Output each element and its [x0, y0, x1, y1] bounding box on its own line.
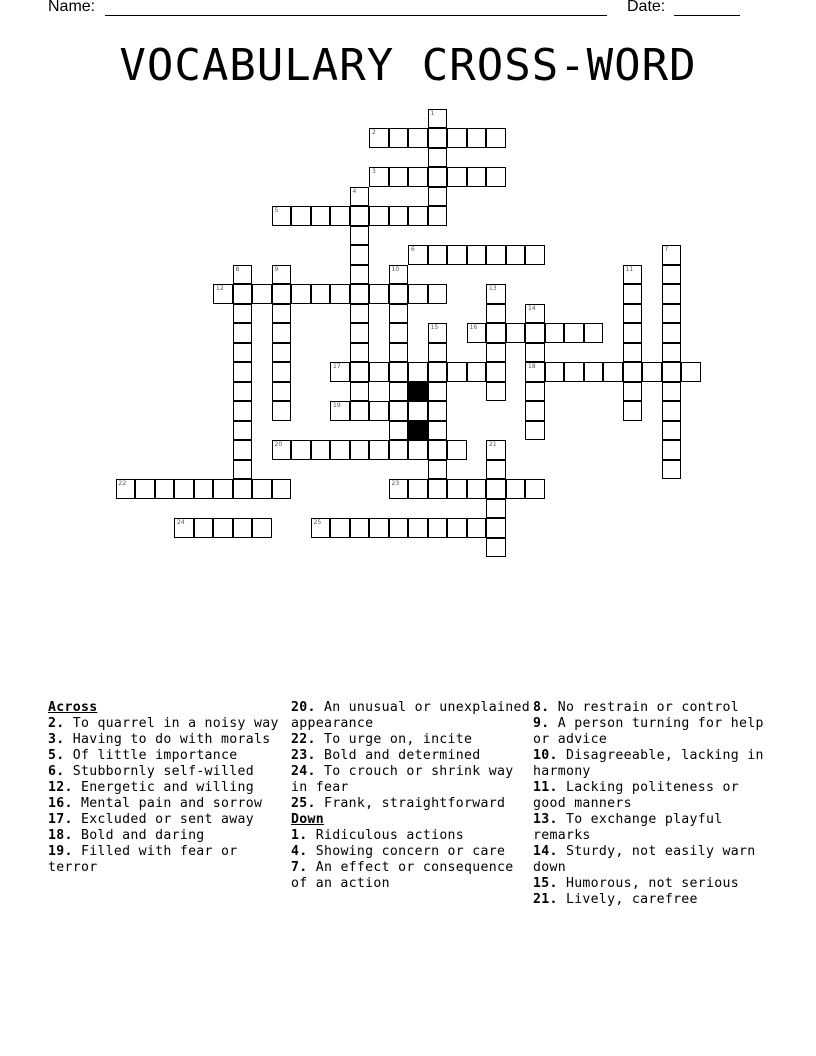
grid-cell[interactable] [662, 362, 682, 382]
clue [291, 732, 531, 748]
clue-number-label: 22. [291, 732, 316, 747]
grid-cell[interactable] [662, 382, 682, 402]
grid-cell[interactable] [174, 479, 194, 499]
grid-cell[interactable] [330, 440, 350, 460]
grid-cell[interactable] [272, 479, 292, 499]
clue-number-label: 3. [48, 732, 65, 747]
clue-text: An unusual or unexplained appearance [291, 700, 530, 731]
grid-cell[interactable] [350, 382, 370, 402]
clue-number: 20 [274, 441, 283, 448]
grid-cell[interactable] [486, 323, 506, 343]
grid-cell[interactable] [428, 245, 448, 265]
grid-cell[interactable] [408, 362, 428, 382]
grid-cell[interactable] [525, 245, 545, 265]
grid-cell[interactable] [233, 401, 253, 421]
grid-cell[interactable] [545, 323, 565, 343]
grid-cell[interactable] [428, 206, 448, 226]
grid-cell[interactable] [389, 284, 409, 304]
grid-cell[interactable] [428, 284, 448, 304]
grid-cell[interactable] [447, 518, 467, 538]
grid-cell[interactable] [272, 265, 292, 285]
grid-cell[interactable] [428, 479, 448, 499]
grid-cell[interactable] [389, 128, 409, 148]
clue-number-label: 19. [48, 844, 73, 859]
clue-number-label: 13. [533, 812, 558, 827]
clue-number-label: 4. [291, 844, 308, 859]
grid-cell[interactable] [428, 518, 448, 538]
grid-cell[interactable] [486, 284, 506, 304]
clue-number-label: 18. [48, 828, 73, 843]
clue-text: To crouch or shrink way in fear [291, 764, 514, 795]
grid-cell[interactable] [233, 440, 253, 460]
grid-cell[interactable] [350, 343, 370, 363]
grid-cell[interactable] [447, 167, 467, 187]
clue-number: 16 [469, 324, 478, 331]
grid-cell[interactable] [213, 479, 233, 499]
grid-cell[interactable] [662, 284, 682, 304]
grid-cell[interactable] [252, 518, 272, 538]
clue [533, 716, 773, 748]
grid-cell[interactable] [330, 362, 350, 382]
clue-text: To urge on, incite [315, 732, 473, 747]
grid-cell[interactable] [662, 265, 682, 285]
grid-cell[interactable] [428, 323, 448, 343]
grid-cell[interactable] [233, 284, 253, 304]
grid-cell[interactable] [525, 362, 545, 382]
clue-number: 24 [177, 519, 185, 526]
grid-cell[interactable] [408, 518, 428, 538]
grid-cell[interactable] [272, 206, 292, 226]
grid-cell[interactable] [467, 518, 487, 538]
clue-text: Bold and daring [72, 828, 205, 843]
clue-number: 22 [118, 480, 127, 487]
grid-cell[interactable] [408, 167, 428, 187]
grid-cell[interactable] [408, 440, 428, 460]
clue [48, 844, 288, 876]
grid-cell[interactable] [272, 323, 292, 343]
grid-cell[interactable] [486, 362, 506, 382]
clue-text: Bold and determined [315, 748, 481, 763]
grid-cell[interactable] [233, 343, 253, 363]
grid-cell[interactable] [311, 206, 331, 226]
grid-cell[interactable] [272, 284, 292, 304]
clue-text: Excluded or sent away [72, 812, 254, 827]
clue-text: Humorous, not serious [557, 876, 739, 891]
clue-text: Disagreeable, lacking in harmony [533, 748, 764, 779]
clue-number-label: 21. [533, 892, 558, 907]
clue [291, 764, 531, 796]
clue-number-label: 9. [533, 716, 550, 731]
grid-cell[interactable] [486, 245, 506, 265]
clue [48, 828, 288, 844]
grid-cell[interactable] [350, 323, 370, 343]
clue-number: 17 [333, 363, 341, 370]
clue [533, 812, 773, 844]
grid-cell[interactable] [311, 284, 331, 304]
grid-cell[interactable] [389, 323, 409, 343]
grid-cell[interactable] [116, 479, 136, 499]
black-square [408, 382, 428, 402]
grid-cell[interactable] [525, 382, 545, 402]
clue-text: To exchange playful remarks [533, 812, 723, 843]
grid-cell[interactable] [623, 284, 643, 304]
grid-cell[interactable] [389, 343, 409, 363]
grid-cell[interactable] [467, 362, 487, 382]
clue-number: 14 [528, 304, 536, 312]
grid-cell[interactable] [408, 128, 428, 148]
grid-cell[interactable] [486, 518, 506, 538]
clue-number: 23 [391, 480, 400, 487]
grid-cell[interactable] [389, 362, 409, 382]
clue-number-label: 11. [533, 780, 558, 795]
grid-cell[interactable] [623, 304, 643, 324]
name-label: Name: [48, 0, 96, 15]
grid-cell[interactable] [506, 323, 526, 343]
grid-cell[interactable] [408, 479, 428, 499]
grid-cell[interactable] [428, 343, 448, 363]
grid-cell[interactable] [662, 401, 682, 421]
grid-cell[interactable] [428, 421, 448, 441]
grid-cell[interactable] [233, 421, 253, 441]
grid-cell[interactable] [623, 323, 643, 343]
clue-text: Frank, straightforward [315, 796, 506, 811]
clue-number: 3 [372, 168, 376, 175]
grid-cell[interactable] [291, 206, 311, 226]
clue [291, 828, 531, 844]
clue-number-label: 12. [48, 780, 73, 795]
grid-cell[interactable] [389, 304, 409, 324]
grid-cell[interactable] [525, 401, 545, 421]
grid-cell[interactable] [369, 518, 389, 538]
clue-number: 11 [625, 265, 634, 273]
grid-cell[interactable] [525, 421, 545, 441]
clue [291, 748, 531, 764]
clue [48, 812, 288, 828]
page-title: VOCABULARY CROSS-WORD [119, 40, 697, 91]
clue [48, 748, 288, 764]
clue-number: 15 [430, 324, 439, 331]
grid-cell[interactable] [662, 245, 682, 265]
clues-column-2 [291, 700, 531, 892]
clue [291, 844, 531, 860]
grid-cell[interactable] [486, 343, 506, 363]
grid-cell[interactable] [564, 323, 584, 343]
grid-cell[interactable] [447, 245, 467, 265]
grid-cell[interactable] [467, 167, 487, 187]
clue-number-label: 15. [533, 876, 558, 891]
grid-cell[interactable] [428, 401, 448, 421]
grid-cell[interactable] [135, 479, 155, 499]
grid-cell[interactable] [428, 187, 448, 207]
clue-number: 7 [664, 246, 669, 253]
grid-cell[interactable] [662, 460, 682, 480]
grid-cell[interactable] [447, 440, 467, 460]
grid-cell[interactable] [642, 362, 662, 382]
grid-cell[interactable] [525, 479, 545, 499]
clue-number: 10 [391, 265, 400, 273]
clue-text: Showing concern or care [307, 844, 506, 859]
grid-cell[interactable] [350, 362, 370, 382]
grid-cell[interactable] [545, 362, 565, 382]
grid-cell[interactable] [233, 304, 253, 324]
grid-cell[interactable] [330, 518, 350, 538]
clue-number: 19 [333, 402, 341, 409]
clue-text: No restrain or control [549, 700, 739, 715]
grid-cell[interactable] [350, 226, 370, 246]
grid-cell[interactable] [369, 167, 389, 187]
clue-number-label: 24. [291, 764, 316, 779]
clue [48, 764, 288, 780]
grid-cell[interactable] [467, 128, 487, 148]
grid-cell[interactable] [428, 109, 448, 129]
grid-cell[interactable] [350, 245, 370, 265]
grid-cell[interactable] [350, 304, 370, 324]
grid-cell[interactable] [506, 245, 526, 265]
grid-cell[interactable] [311, 440, 331, 460]
grid-cell[interactable] [662, 323, 682, 343]
clue-number: 8 [235, 265, 240, 273]
clue-text: A person turning for help or advice [533, 716, 764, 747]
clue-number: 21 [489, 441, 497, 448]
grid-cell[interactable] [467, 323, 487, 343]
grid-cell[interactable] [428, 167, 448, 187]
grid-cell[interactable] [525, 343, 545, 363]
clue-number-label: 10. [533, 748, 558, 763]
grid-cell[interactable] [369, 284, 389, 304]
grid-cell[interactable] [369, 128, 389, 148]
grid-cell[interactable] [525, 323, 545, 343]
clue [48, 716, 288, 732]
clue-number: 13 [489, 285, 497, 292]
down-heading: Down [291, 812, 324, 827]
grid-cell[interactable] [525, 304, 545, 324]
clue-number: 5 [274, 207, 279, 214]
across-heading: Across [48, 700, 98, 715]
grid-cell[interactable] [662, 304, 682, 324]
clue-text: Stubbornly self-willed [64, 764, 254, 779]
grid-cell[interactable] [447, 479, 467, 499]
clue-number-label: 8. [533, 700, 550, 715]
grid-cell[interactable] [584, 323, 604, 343]
grid-cell[interactable] [389, 440, 409, 460]
grid-cell[interactable] [233, 323, 253, 343]
clue [291, 700, 531, 732]
grid-cell[interactable] [369, 362, 389, 382]
grid-cell[interactable] [486, 440, 506, 460]
grid-cell[interactable] [272, 382, 292, 402]
grid-cell[interactable] [350, 401, 370, 421]
clue [291, 860, 531, 892]
grid-cell[interactable] [623, 343, 643, 363]
grid-cell[interactable] [389, 518, 409, 538]
grid-cell[interactable] [623, 265, 643, 285]
grid-cell[interactable] [233, 382, 253, 402]
grid-cell[interactable] [408, 245, 428, 265]
grid-cell[interactable] [350, 518, 370, 538]
grid-cell[interactable] [194, 479, 214, 499]
grid-cell[interactable] [272, 440, 292, 460]
grid-cell[interactable] [233, 362, 253, 382]
clue-number: 18 [528, 363, 536, 370]
grid-cell[interactable] [330, 401, 350, 421]
clues-column-1 [48, 700, 288, 876]
grid-cell[interactable] [291, 440, 311, 460]
grid-cell[interactable] [662, 440, 682, 460]
grid-cell[interactable] [428, 460, 448, 480]
grid-cell[interactable] [623, 401, 643, 421]
clue-text: An effect or consequence of an action [291, 860, 514, 891]
grid-cell[interactable] [389, 382, 409, 402]
clue [48, 780, 288, 796]
grid-cell[interactable] [369, 401, 389, 421]
clue [533, 844, 773, 876]
grid-cell[interactable] [350, 284, 370, 304]
clue-text: Energetic and willing [72, 780, 254, 795]
grid-cell[interactable] [467, 245, 487, 265]
clue-text: Ridiculous actions [307, 828, 465, 843]
grid-cell[interactable] [428, 128, 448, 148]
grid-cell[interactable] [506, 479, 526, 499]
grid-cell[interactable] [389, 206, 409, 226]
clues-column-3 [533, 700, 773, 908]
grid-cell[interactable] [233, 479, 253, 499]
grid-cell[interactable] [330, 284, 350, 304]
clue [48, 796, 288, 812]
clue-number-label: 20. [291, 700, 316, 715]
grid-cell[interactable] [233, 518, 253, 538]
clue-number-label: 16. [48, 796, 73, 811]
grid-cell[interactable] [447, 128, 467, 148]
grid-cell[interactable] [330, 206, 350, 226]
clue [533, 892, 773, 908]
black-square [408, 421, 428, 441]
clue-number: 2 [372, 129, 376, 136]
clue-text: To quarrel in a noisy way [64, 716, 279, 731]
grid-cell[interactable] [350, 265, 370, 285]
grid-cell[interactable] [428, 382, 448, 402]
clue-number-label: 23. [291, 748, 316, 763]
clue-number: 25 [313, 519, 322, 526]
clue-number: 12 [216, 285, 224, 292]
grid-cell[interactable] [447, 362, 467, 382]
grid-cell[interactable] [272, 304, 292, 324]
clue-text: Lively, carefree [557, 892, 698, 907]
clue-number-label: 14. [533, 844, 558, 859]
grid-cell[interactable] [623, 362, 643, 382]
clue [48, 732, 288, 748]
date-label: Date: [627, 0, 666, 15]
grid-cell[interactable] [486, 382, 506, 402]
grid-cell[interactable] [389, 401, 409, 421]
grid-cell[interactable] [213, 284, 233, 304]
clue-number-label: 2. [48, 716, 65, 731]
grid-cell[interactable] [428, 362, 448, 382]
clue-number-label: 6. [48, 764, 65, 779]
clue-text: Filled with fear or terror [48, 844, 238, 875]
grid-cell[interactable] [272, 343, 292, 363]
clue-text: Sturdy, not easily warn down [533, 844, 756, 875]
grid-cell[interactable] [408, 206, 428, 226]
grid-cell[interactable] [428, 440, 448, 460]
grid-cell[interactable] [408, 284, 428, 304]
grid-cell[interactable] [486, 499, 506, 519]
clue-number: 4 [352, 187, 357, 195]
clue-text: Of little importance [64, 748, 238, 763]
grid-cell[interactable] [486, 304, 506, 324]
clue-text: Having to do with morals [64, 732, 271, 747]
clue-number-label: 25. [291, 796, 316, 811]
grid-cell[interactable] [662, 343, 682, 363]
clue-number: 6 [411, 246, 415, 253]
grid-cell[interactable] [272, 362, 292, 382]
clue-text: Mental pain and sorrow [72, 796, 263, 811]
clue [533, 780, 773, 812]
grid-cell[interactable] [350, 206, 370, 226]
grid-cell[interactable] [213, 518, 233, 538]
grid-cell[interactable] [623, 382, 643, 402]
grid-cell[interactable] [389, 479, 409, 499]
grid-cell[interactable] [486, 538, 506, 558]
grid-cell[interactable] [155, 479, 175, 499]
grid-cell[interactable] [389, 421, 409, 441]
grid-cell[interactable] [603, 362, 623, 382]
grid-cell[interactable] [389, 167, 409, 187]
clue-number-label: 1. [291, 828, 308, 843]
grid-cell[interactable] [311, 518, 331, 538]
grid-cell[interactable] [467, 479, 487, 499]
grid-cell[interactable] [350, 440, 370, 460]
grid-cell[interactable] [681, 362, 701, 382]
grid-cell[interactable] [486, 128, 506, 148]
grid-cell[interactable] [233, 265, 253, 285]
clue-number: 9 [274, 265, 279, 273]
grid-cell[interactable] [389, 265, 409, 285]
grid-cell[interactable] [350, 187, 370, 207]
grid-cell[interactable] [252, 284, 272, 304]
grid-cell[interactable] [486, 479, 506, 499]
clue-number-label: 17. [48, 812, 73, 827]
grid-cell[interactable] [408, 401, 428, 421]
grid-cell[interactable] [369, 206, 389, 226]
grid-cell[interactable] [486, 167, 506, 187]
grid-cell[interactable] [233, 460, 253, 480]
clue-number: 1 [430, 109, 435, 117]
clue [533, 748, 773, 780]
grid-cell[interactable] [194, 518, 214, 538]
grid-cell[interactable] [291, 284, 311, 304]
grid-cell[interactable] [272, 401, 292, 421]
grid-cell[interactable] [174, 518, 194, 538]
clue-number-label: 7. [291, 860, 308, 875]
grid-cell[interactable] [369, 440, 389, 460]
clue [291, 796, 531, 812]
clue-number-label: 5. [48, 748, 65, 763]
grid-cell[interactable] [252, 479, 272, 499]
clue [533, 876, 773, 892]
grid-cell[interactable] [662, 421, 682, 441]
grid-cell[interactable] [486, 460, 506, 480]
grid-cell[interactable] [428, 148, 448, 168]
clue-text: Lacking politeness or good manners [533, 780, 739, 811]
grid-cell[interactable] [584, 362, 604, 382]
grid-cell[interactable] [564, 362, 584, 382]
clue [533, 700, 773, 716]
